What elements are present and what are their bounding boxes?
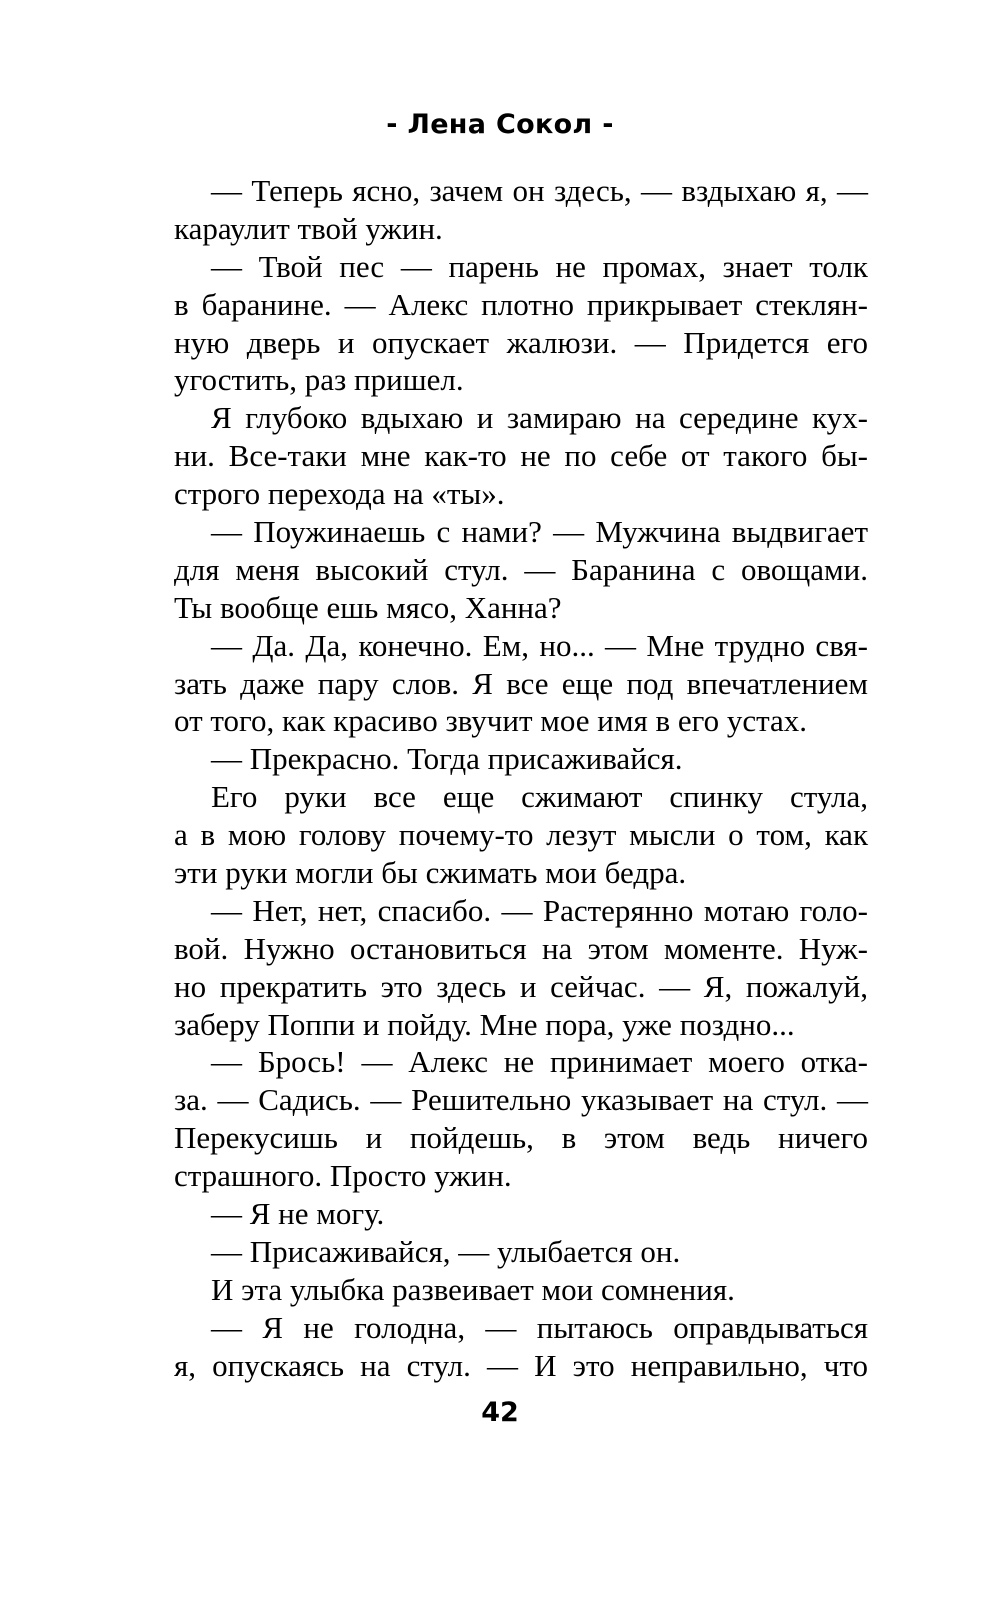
text-line: И эта улыбка развеивает мои сомнения.	[211, 1271, 735, 1307]
text-line: — Нет, нет, спасибо. — Растерянно мотаю голо-	[211, 892, 868, 928]
text-line: — Да. Да, конечно. Ем, но... — Мне трудно свя-	[211, 627, 868, 663]
text-line: но прекратить это здесь и сейчас. — Я, пожалуй,	[174, 968, 868, 1004]
text-line: для меня высокий стул. — Баранина с овощами.	[174, 551, 868, 587]
text-line: а в мою голову почему-то лезут мысли о том, как	[174, 817, 868, 853]
text-line: — Я не могу.	[211, 1196, 385, 1232]
text-line: ни. Все-таки мне как-то не по себе от такого бы-	[174, 438, 868, 474]
text-line: вой. Нужно остановиться на этом моменте. Нуж-	[174, 930, 868, 966]
text-line: строго перехода на «ты».	[174, 476, 505, 512]
text-line: караулит твой ужин.	[174, 210, 443, 246]
text-line: — Твой пес — парень не промах, знает толк	[211, 248, 868, 284]
text-line: от того, как красиво звучит мое имя в его устах.	[174, 703, 808, 739]
text-line: эти руки могли бы сжимать мои бедра.	[174, 855, 687, 891]
text-line: — Присаживайся, — улыбается он.	[211, 1233, 681, 1269]
text-line: в баранине. — Алекс плотно прикрывает стеклян-	[174, 286, 868, 322]
text-line: Его руки все еще сжимают спинку стула,	[211, 779, 868, 815]
text-line: угостить, раз пришел.	[174, 362, 464, 398]
text-line: ную дверь и опускает жалюзи. — Придется его	[174, 324, 868, 360]
text-line: — Поужинаешь с нами? — Мужчина выдвигает	[211, 514, 868, 550]
text-line: — Я не голодна, — пытаюсь оправдываться	[211, 1309, 868, 1345]
text-line: — Прекрасно. Тогда присаживайся.	[211, 741, 683, 777]
text-line: я, опускаясь на стул. — И это неправильно, что	[174, 1347, 868, 1383]
text-line: — Теперь ясно, зачем он здесь, — вздыхаю я, —	[211, 173, 868, 208]
text-line: — Брось! — Алекс не принимает моего отка-	[211, 1044, 868, 1080]
page-number: 42	[481, 1397, 519, 1428]
text-line: Ты вообще ешь мясо, Ханна?	[174, 589, 562, 625]
text-line: Я глубоко вдыхаю и замираю на середине кух-	[211, 400, 868, 436]
running-header: - Лена Сокол -	[386, 109, 614, 140]
body-text	[174, 172, 868, 1385]
text-line: за. — Садись. — Решительно указывает на стул. —	[174, 1082, 868, 1118]
text-line: страшного. Просто ужин.	[174, 1158, 512, 1194]
text-line: заберу Поппи и пойду. Мне пора, уже поздно...	[174, 1006, 795, 1042]
text-line: зать даже пару слов. Я все еще под впечатлением	[174, 665, 868, 701]
text-line: Перекусишь и пойдешь, в этом ведь ничего	[174, 1120, 868, 1156]
